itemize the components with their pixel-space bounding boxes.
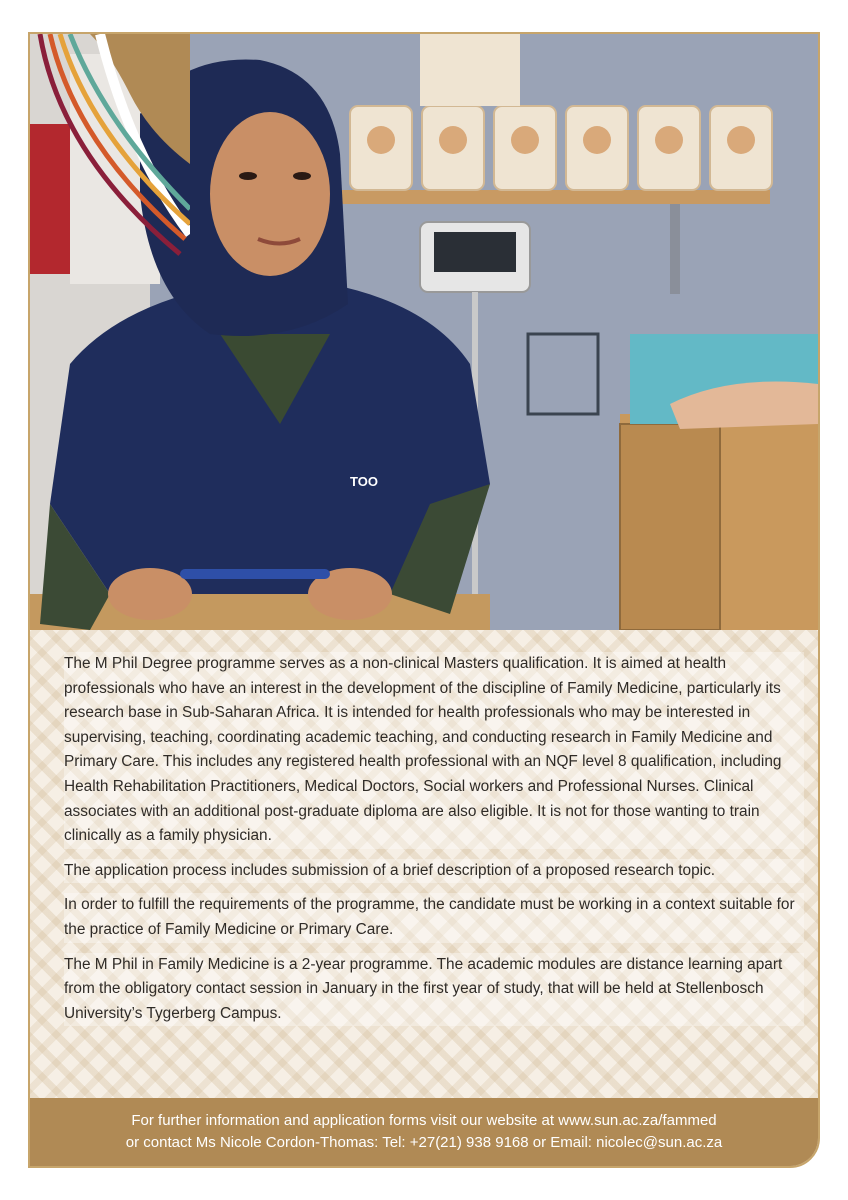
page-frame — [28, 32, 820, 1168]
corner-ribbon-icon — [30, 34, 190, 264]
paragraph-duration: The M Phil in Family Medicine is a 2-year programme. The academic modules are distance learning apart from the obligatory contact session in January in the first year of study, that will be held at Stellenbosch University’s Tygerberg Campus. — [64, 953, 804, 1027]
footer-contact-line: or contact Ms Nicole Cordon-Thomas: Tel: +27(21) 938 9168 or Email: nicolec@sun.ac.za — [125, 1134, 723, 1151]
contact-footer — [30, 1098, 818, 1168]
description-text — [64, 652, 804, 1036]
hero-photo — [30, 34, 818, 630]
description-section — [30, 630, 818, 1098]
paragraph-overview: The M Phil Degree programme serves as a non-clinical Masters qualification. It is aimed at health professionals who have an interest in the development of the discipline of Family Medicine, particularly its research base in Sub-Saharan Africa. It is intended for health professionals who may be interested in supervising, teaching, coordinating academic teaching, and conducting research in Family Medicine and Primary Care. This includes any registered health professional with an NQF level 8 qualification, including Health Rehabilitation Practitioners, Medical Doctors, Social workers and Professional Nurses. Clinical associates with an additional post-graduate diploma are also eligible. It is not for those wanting to train clinically as a family physician. — [64, 652, 804, 849]
paragraph-requirements: In order to fulfill the requirements of the programme, the candidate must be working in a context suitable for the practice of Family Medicine or Primary Care. — [64, 893, 804, 942]
scrubs-badge-text: TOO — [350, 474, 378, 489]
paragraph-application: The application process includes submission of a brief description of a proposed research topic. — [64, 859, 804, 884]
footer-website-line: For further information and application forms visit our website at www.sun.ac.za/fammed — [131, 1112, 717, 1129]
